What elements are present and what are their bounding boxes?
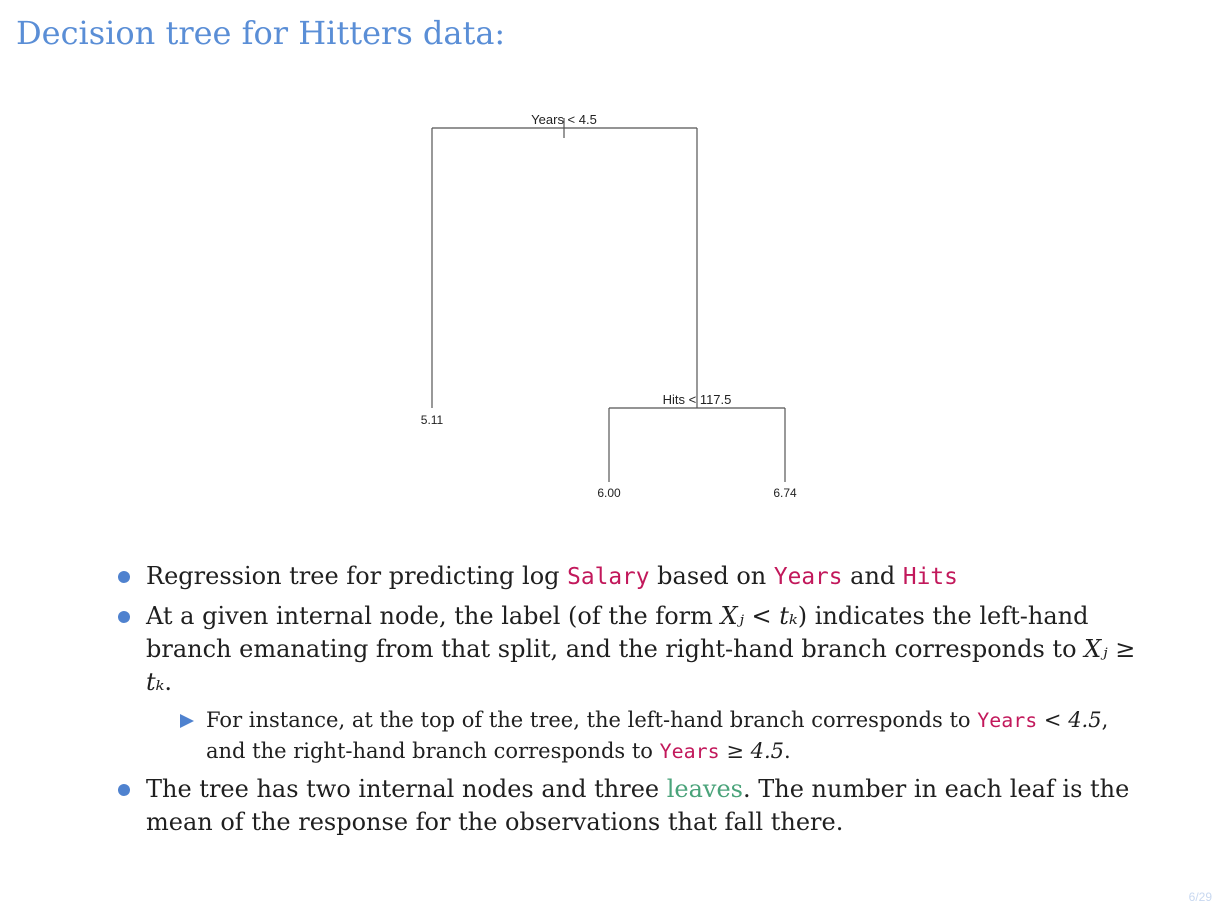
bullet-dot-icon: [118, 784, 130, 796]
internal-split-label: Hits < 117.5: [662, 392, 732, 407]
math-right-form: Xⱼ ≥ tₖ: [146, 635, 1136, 696]
code-years: Years: [773, 564, 843, 590]
page-number: 6/29: [1188, 890, 1212, 904]
slide-title: Decision tree for Hitters data:: [16, 14, 506, 52]
code-years: Years: [659, 739, 720, 763]
math-split-form: Xⱼ < tₖ: [720, 602, 798, 630]
bullet-list: [112, 560, 1152, 839]
leaf-left-value: 5.11: [420, 413, 444, 427]
bullet-dot-icon: [118, 611, 130, 623]
bullet-item-3: The tree has two internal nodes and three leaves. The number in each leaf is the mean of the response for the observations that fall there.: [112, 773, 1152, 839]
code-hits: Hits: [902, 564, 958, 590]
triangle-bullet-icon: [180, 714, 194, 728]
leaves-term: leaves: [666, 775, 743, 803]
bullet-item-2: At a given internal node, the label (of the form Xⱼ < tₖ) indicates the left-hand branch emanating from that split, and the right-hand branch corresponds to Xⱼ ≥ tₖ. For instance, at the top of the tree, the left-hand branch corresponds to Years < 4.5, and the right-hand branch corresponds to Years ≥ 4.5.: [112, 600, 1152, 767]
code-years: Years: [977, 708, 1038, 732]
root-split-label: Years < 4.5: [531, 112, 597, 127]
code-salary: Salary: [567, 564, 650, 590]
bullet-item-1: Regression tree for predicting log Salary based on Years and Hits: [112, 560, 1152, 594]
leaf-right-value: 6.74: [773, 486, 797, 500]
leaf-mid-value: 6.00: [597, 486, 621, 500]
sub-bullet-item: For instance, at the top of the tree, the left-hand branch corresponds to Years < 4.5, and the right-hand branch corresponds to Years ≥ 4.5.: [176, 705, 1152, 767]
bullet-dot-icon: [118, 571, 130, 583]
